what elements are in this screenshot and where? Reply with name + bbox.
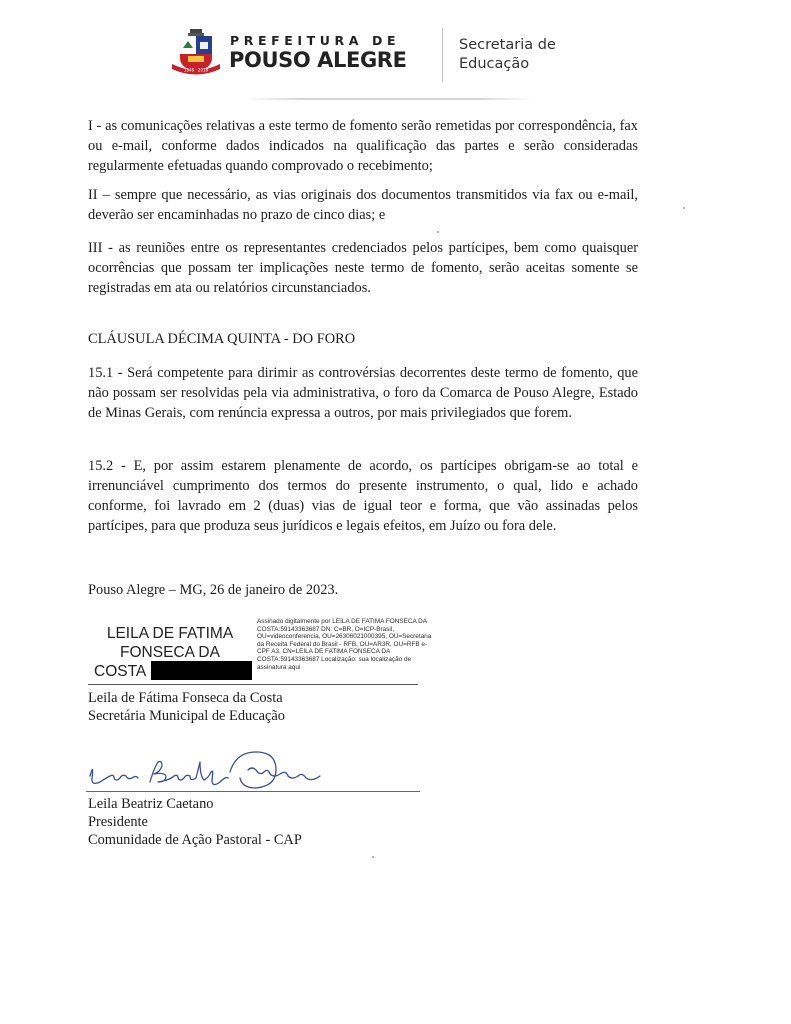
- clause-heading: CLÁUSULA DÉCIMA QUINTA - DO FORO: [88, 331, 356, 347]
- scan-speck: [372, 856, 374, 858]
- redaction-bar: [151, 661, 252, 680]
- digital-signature-name-line1: LEILA DE FATIMA: [106, 625, 234, 642]
- place-date: Pouso Alegre – MG, 26 de janeiro de 2023.: [88, 582, 339, 598]
- crest-ribbon-text: 1848 · 2018: [183, 67, 209, 73]
- department-name-line2: Educação: [459, 56, 530, 72]
- header-separator: [244, 98, 534, 100]
- scan-speck: [437, 231, 439, 233]
- item-ii-paragraph: II – sempre que necessário, as vias originais dos documentos transmitidos via fax ou e-mail, deverão ser encaminhadas no prazo de cinco dias; e: [88, 187, 638, 223]
- signatory-2-name: Leila Beatriz Caetano: [88, 796, 214, 812]
- org-name-line2: POUSO ALEGRE: [229, 48, 407, 72]
- item-i-paragraph: I - as comunicações relativas a este termo de fomento serão remetidas por correspondência, fax ou e-mail, conforme dados indicados na qualificação das partes e serão consideradas regularmente efetuadas quando comprovado o recebimento;: [88, 118, 638, 174]
- digital-signature-name-line3: COSTA: [94, 663, 147, 680]
- digital-signature-details: Assinado digitalmente por LEILA DE FATIMA FONSECA DA COSTA:59143363687 DN: C=BR, O=ICP-Brasil, OU=videoconferencia, OU=26306021000395, OU=Secretaria da Receita Federal do Brasil - RFB, OU=AR3R, OU=RFB e-CPF A3, CN=LEILA DE FATIMA FONSECA DA COSTA:59143363687 Localização: sua localização de assinatura aqui: [257, 618, 432, 671]
- clause-15-2-paragraph: 15.2 - E, por assim estarem plenamente de acordo, os partícipes obrigam-se ao total e irrenunciável cumprimento dos termos do presente instrumento, o qual, lido e achado conforme, foi lavrado em 2 (duas) vias de igual teor e forma, que vão assinadas pelos partícipes, para que produza seus jurídicos e legais efeitos, em Juízo ou fora dele.: [88, 458, 638, 534]
- city-crest-logo: [170, 28, 222, 78]
- signatory-1-role: Secretária Municipal de Educação: [88, 708, 285, 724]
- scan-speck: [683, 207, 685, 209]
- signatory-2-role: Presidente: [88, 814, 148, 830]
- signatory-2-organization: Comunidade de Ação Pastoral - CAP: [88, 832, 302, 848]
- org-name-line1: PREFEITURA DE: [230, 33, 401, 48]
- item-iii-paragraph: III - as reuniões entre os representantes credenciados pelos partícipes, bem como quaisquer ocorrências que possam ter implicações neste termo de fomento, serão aceitas somente se registradas em ata ou relatórios circunstanciados.: [88, 240, 638, 296]
- department-name-line1: Secretaria de: [459, 37, 556, 53]
- header-divider: [442, 28, 443, 82]
- clause-15-1-paragraph: 15.1 - Será competente para dirimir as controvérsias decorrentes deste termo de fomento, que não possam ser resolvidas pela via administrativa, o foro da Comarca de Pouso Alegre, Estado de Minas Gerais, com renúncia expressa a outros, por mais privilegiados que forem.: [88, 365, 638, 421]
- signature-line-2: [86, 791, 420, 792]
- signature-line-1: [88, 684, 418, 685]
- signatory-1-name: Leila de Fátima Fonseca da Costa: [88, 690, 283, 706]
- digital-signature-name-line2: FONSECA DA: [120, 644, 220, 661]
- handwritten-signature: [80, 748, 360, 796]
